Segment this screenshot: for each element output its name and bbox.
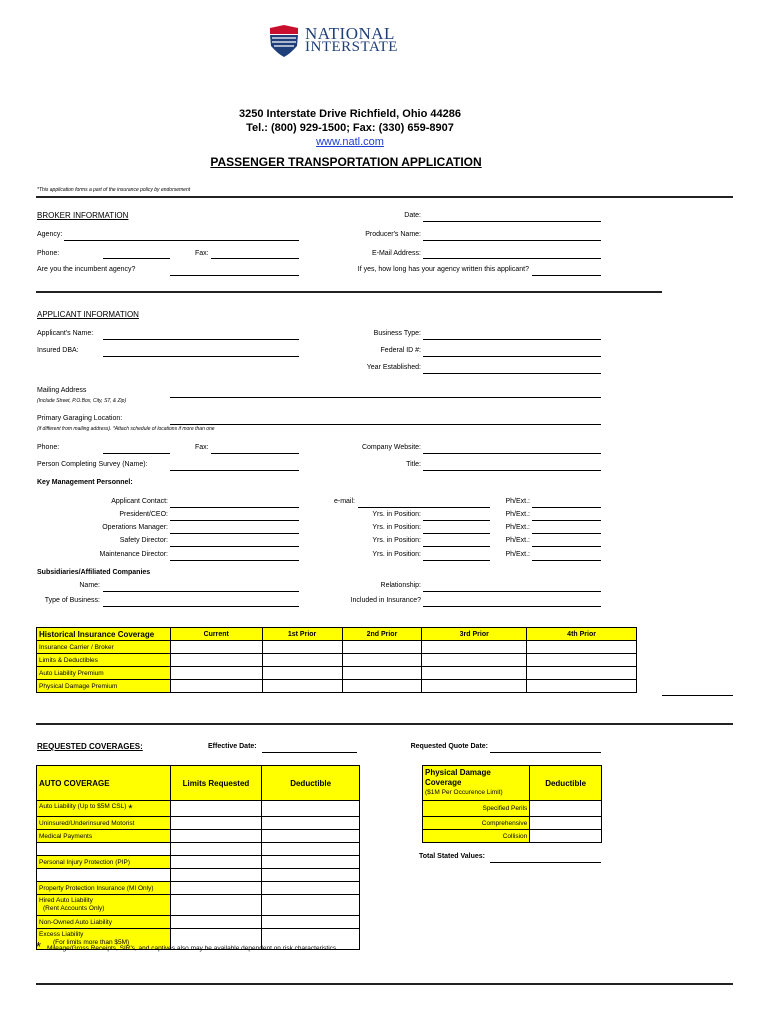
email-field[interactable]	[423, 258, 601, 259]
broker-heading: BROKER INFORMATION	[37, 211, 129, 220]
auto-cell[interactable]	[170, 856, 262, 869]
table-row	[37, 641, 637, 654]
applicant-fax-field[interactable]	[211, 453, 299, 454]
phys-header-line: Coverage	[425, 778, 462, 787]
date-field[interactable]	[423, 221, 601, 222]
history-row-label: Limits & Deductibles	[37, 654, 171, 667]
key-row-mid-field[interactable]	[423, 520, 490, 521]
sub-type-field[interactable]	[103, 606, 299, 607]
garaging-label: Primary Garaging Location:	[37, 415, 123, 422]
applicant-phone-label: Phone:	[37, 444, 60, 451]
business-type-field[interactable]	[423, 339, 601, 340]
how-long-label: If yes, how long has your agency written this applicant?	[357, 266, 529, 273]
table-row	[37, 801, 360, 817]
auto-row-label-text: Auto Liability (Up to $5M CSL)	[39, 802, 127, 810]
auto-cell[interactable]	[262, 843, 360, 856]
auto-cell[interactable]	[262, 801, 360, 817]
website-link[interactable]: www.natl.com	[316, 136, 384, 148]
auto-cell[interactable]	[262, 817, 360, 830]
sub-name-label: Name:	[79, 582, 100, 589]
history-cell[interactable]	[527, 680, 637, 693]
key-row-phone-field[interactable]	[532, 560, 601, 561]
included-label: Included in Insurance?	[350, 597, 421, 604]
effective-date-field[interactable]	[262, 752, 357, 753]
auto-row-label: Non-Owned Auto Liability	[37, 916, 171, 929]
auto-cell[interactable]	[262, 882, 360, 895]
history-cell[interactable]	[170, 641, 262, 654]
phys-header: Deductible	[530, 766, 602, 801]
auto-cell[interactable]	[170, 817, 262, 830]
history-cell[interactable]	[262, 641, 342, 654]
year-established-label: Year Established:	[366, 364, 421, 371]
key-row-phone-field[interactable]	[532, 507, 601, 508]
total-stated-values-label: Total Stated Values:	[419, 853, 485, 860]
dba-field[interactable]	[103, 356, 299, 357]
applicant-name-field[interactable]	[103, 339, 299, 340]
address-line-2: Tel.: (800) 929-1500; Fax: (330) 659-8907	[246, 122, 454, 134]
history-extra-field[interactable]	[662, 695, 733, 696]
company-logo	[268, 24, 300, 58]
history-cell[interactable]	[527, 667, 637, 680]
phys-cell[interactable]	[530, 830, 602, 843]
table-row	[37, 869, 360, 882]
table-row	[37, 895, 360, 916]
auto-row-label	[37, 801, 171, 817]
broker-phone-field[interactable]	[103, 258, 170, 259]
history-row-label: Physical Damage Premium	[37, 680, 171, 693]
person-label: Person Completing Survey (Name):	[37, 461, 148, 468]
table-row	[37, 856, 360, 869]
key-row-field[interactable]	[170, 520, 299, 521]
table-row	[423, 801, 602, 817]
auto-row-label: Personal Injury Protection (PIP)	[37, 856, 171, 869]
history-header: 4th Prior	[527, 628, 637, 641]
history-cell[interactable]	[170, 667, 262, 680]
key-row-phone-field[interactable]	[532, 533, 601, 534]
auto-cell[interactable]	[262, 856, 360, 869]
auto-row-line: Hired Auto Liability	[39, 897, 93, 904]
federal-id-field[interactable]	[423, 356, 601, 357]
email-label: E-Mail Address:	[371, 250, 421, 257]
title-label: Title:	[406, 461, 421, 468]
footnote-asterisk: *	[36, 939, 42, 954]
incumbent-field[interactable]	[170, 275, 299, 276]
table-row	[37, 680, 637, 693]
history-header: 1st Prior	[262, 628, 342, 641]
applicant-phone-field[interactable]	[103, 453, 170, 454]
auto-cell[interactable]	[170, 801, 262, 817]
garaging-field[interactable]	[170, 424, 601, 425]
auto-cell[interactable]	[170, 916, 262, 929]
key-row-mid-field[interactable]	[423, 560, 490, 561]
applicant-heading: APPLICANT INFORMATION	[37, 310, 139, 319]
table-row	[37, 843, 360, 856]
history-cell[interactable]	[342, 667, 422, 680]
key-row-mid-label: Yrs. in Position:	[372, 551, 421, 558]
requested-heading: REQUESTED COVERAGES:	[37, 742, 143, 751]
applicant-fax-label: Fax:	[195, 444, 209, 451]
producer-label: Producer's Name:	[365, 231, 421, 238]
history-cell[interactable]	[262, 667, 342, 680]
auto-cell[interactable]	[262, 916, 360, 929]
date-label: Date:	[404, 212, 421, 219]
auto-cell[interactable]	[170, 882, 262, 895]
phys-subheader: ($1M Per Occurence Limit)	[425, 789, 503, 796]
shield-logo-icon	[268, 24, 300, 58]
divider	[36, 983, 733, 985]
relationship-label: Relationship:	[380, 582, 421, 589]
garaging-note: (if different from mailing address). *Attach schedule of locations if more than one	[37, 426, 215, 432]
phys-row-label: Specified Perils	[423, 801, 530, 817]
history-cell[interactable]	[527, 654, 637, 667]
mailing-field[interactable]	[170, 397, 601, 398]
subsidiaries-heading: Subsidiaries/Affiliated Companies	[37, 569, 151, 576]
key-row-mid-field[interactable]	[423, 546, 490, 547]
history-cell[interactable]	[422, 680, 527, 693]
auto-cell[interactable]	[262, 869, 360, 882]
key-row-mid-field[interactable]	[358, 507, 490, 508]
key-row-phone-label: Ph/Ext.:	[505, 524, 530, 531]
table-row	[37, 830, 360, 843]
history-cell[interactable]	[422, 641, 527, 654]
logo-line-1: NATIONAL	[305, 24, 395, 43]
auto-cell[interactable]	[262, 830, 360, 843]
page-title: PASSENGER TRANSPORTATION APPLICATION	[210, 155, 482, 169]
key-row-phone-label: Ph/Ext.:	[505, 511, 530, 518]
mailing-label: Mailing Address	[37, 387, 87, 394]
table-row	[423, 817, 602, 830]
sub-name-field[interactable]	[103, 591, 299, 592]
history-row-label: Auto Liability Premium	[37, 667, 171, 680]
table-row	[37, 667, 637, 680]
auto-header: Deductible	[262, 766, 360, 801]
applicant-name-label: Applicant's Name:	[37, 330, 94, 337]
company-website-field[interactable]	[423, 453, 601, 454]
physical-damage-table	[422, 765, 602, 843]
phys-row-label: Collision	[423, 830, 530, 843]
history-header: 3rd Prior	[422, 628, 527, 641]
auto-row-label: Property Protection Insurance (MI Only)	[37, 882, 171, 895]
mailing-note: (Include Street, P.O.Box, City, ST, & Zip)	[37, 398, 127, 404]
table-row	[37, 654, 637, 667]
key-row-field[interactable]	[170, 507, 299, 508]
key-row-mid-field[interactable]	[423, 533, 490, 534]
table-row	[37, 817, 360, 830]
phys-cell[interactable]	[530, 817, 602, 830]
history-header: 2nd Prior	[342, 628, 422, 641]
history-cell[interactable]	[422, 654, 527, 667]
incumbent-label: Are you the incumbent agency?	[37, 266, 136, 273]
key-row-label: Applicant Contact:	[111, 498, 168, 505]
business-type-label: Business Type:	[373, 330, 421, 337]
phys-row-label: Comprehensive	[423, 817, 530, 830]
footnote-text: Mileage/Gross Receipts, SIR's, and captives also may be available dependent on risk characteristics.	[47, 945, 338, 952]
key-row-label: President/CEO:	[119, 511, 168, 518]
table-row	[37, 916, 360, 929]
divider	[36, 196, 733, 198]
broker-phone-label: Phone:	[37, 250, 60, 257]
relationship-field[interactable]	[423, 591, 601, 592]
divider	[36, 723, 733, 725]
auto-coverage-table	[36, 765, 360, 950]
total-stated-values-field[interactable]	[490, 862, 601, 863]
divider	[36, 291, 662, 293]
key-row-phone-label: Ph/Ext.:	[505, 537, 530, 544]
history-row-label: Insurance Carrier / Broker	[37, 641, 171, 654]
auto-cell[interactable]	[262, 895, 360, 916]
auto-cell[interactable]	[170, 843, 262, 856]
history-cell[interactable]	[342, 680, 422, 693]
key-row-phone-field[interactable]	[532, 520, 601, 521]
asterisk: *	[128, 802, 133, 815]
included-field[interactable]	[423, 606, 601, 607]
year-established-field[interactable]	[423, 373, 601, 374]
auto-cell[interactable]	[170, 895, 262, 916]
auto-row-line: (Rent Accounts Only)	[43, 905, 105, 912]
title-field[interactable]	[423, 470, 601, 471]
key-row-field[interactable]	[170, 546, 299, 547]
policy-note: *This application forms a part of the insurance policy by endorsement	[37, 187, 191, 193]
key-row-label: Maintenance Director:	[99, 551, 168, 558]
key-row-label: Operations Manager:	[102, 524, 168, 531]
history-cell[interactable]	[170, 680, 262, 693]
history-table	[36, 627, 637, 693]
history-header: Current	[170, 628, 262, 641]
history-cell[interactable]	[342, 654, 422, 667]
auto-row-line: Excess Liability	[39, 931, 84, 938]
producer-field[interactable]	[423, 240, 601, 241]
auto-row-label	[37, 895, 171, 916]
history-header: Historical Insurance Coverage	[37, 628, 171, 641]
auto-row-line: (For limits more than $5M)	[53, 939, 130, 946]
quote-date-label: Requested Quote Date:	[410, 743, 488, 750]
effective-date-label: Effective Date:	[208, 743, 257, 750]
agency-label: Agency:	[37, 231, 63, 238]
history-cell[interactable]	[262, 680, 342, 693]
history-cell[interactable]	[527, 641, 637, 654]
person-field[interactable]	[170, 470, 299, 471]
history-cell[interactable]	[342, 641, 422, 654]
auto-row-label: Medical Payments	[37, 830, 171, 843]
key-row-mid-label: Yrs. in Position:	[372, 524, 421, 531]
key-row-field[interactable]	[170, 533, 299, 534]
history-cell[interactable]	[262, 654, 342, 667]
company-website-label: Company Website:	[361, 444, 421, 451]
key-row-field[interactable]	[170, 560, 299, 561]
auto-cell[interactable]	[170, 830, 262, 843]
dba-label: Insured DBA:	[37, 347, 79, 354]
broker-fax-field[interactable]	[211, 258, 299, 259]
key-row-mid-label: e-mail:	[333, 498, 355, 505]
key-row-mid-label: Yrs. in Position:	[372, 511, 421, 518]
address-line-1: 3250 Interstate Drive Richfield, Ohio 44286	[239, 108, 461, 120]
sub-type-label: Type of Business:	[44, 597, 100, 604]
auto-cell[interactable]	[170, 869, 262, 882]
phys-header-line: Physical Damage	[425, 768, 491, 777]
key-row-mid-label: Yrs. in Position:	[372, 537, 421, 544]
phys-header	[423, 766, 530, 801]
key-personnel-heading: Key Management Personnel:	[37, 479, 133, 486]
how-long-field[interactable]	[532, 275, 601, 276]
history-cell[interactable]	[170, 654, 262, 667]
auto-header: Limits Requested	[170, 766, 262, 801]
key-row-phone-label: Ph/Ext.:	[505, 551, 530, 558]
key-row-phone-label: Ph/Ext.:	[505, 498, 530, 505]
auto-header: AUTO COVERAGE	[37, 766, 171, 801]
auto-spacer	[37, 869, 171, 882]
table-row	[423, 830, 602, 843]
auto-spacer	[37, 843, 171, 856]
table-row	[37, 882, 360, 895]
phys-cell[interactable]	[530, 801, 602, 817]
history-cell[interactable]	[422, 667, 527, 680]
key-row-phone-field[interactable]	[532, 546, 601, 547]
quote-date-field[interactable]	[490, 752, 601, 753]
key-row-label: Safety Director:	[119, 537, 168, 544]
auto-row-label: Uninsured/Underinsured Motorist	[37, 817, 171, 830]
logo-line-2: INTERSTATE	[305, 39, 398, 55]
broker-fax-label: Fax:	[195, 250, 209, 257]
federal-id-label: Federal ID #:	[380, 347, 421, 354]
agency-field[interactable]	[64, 240, 299, 241]
